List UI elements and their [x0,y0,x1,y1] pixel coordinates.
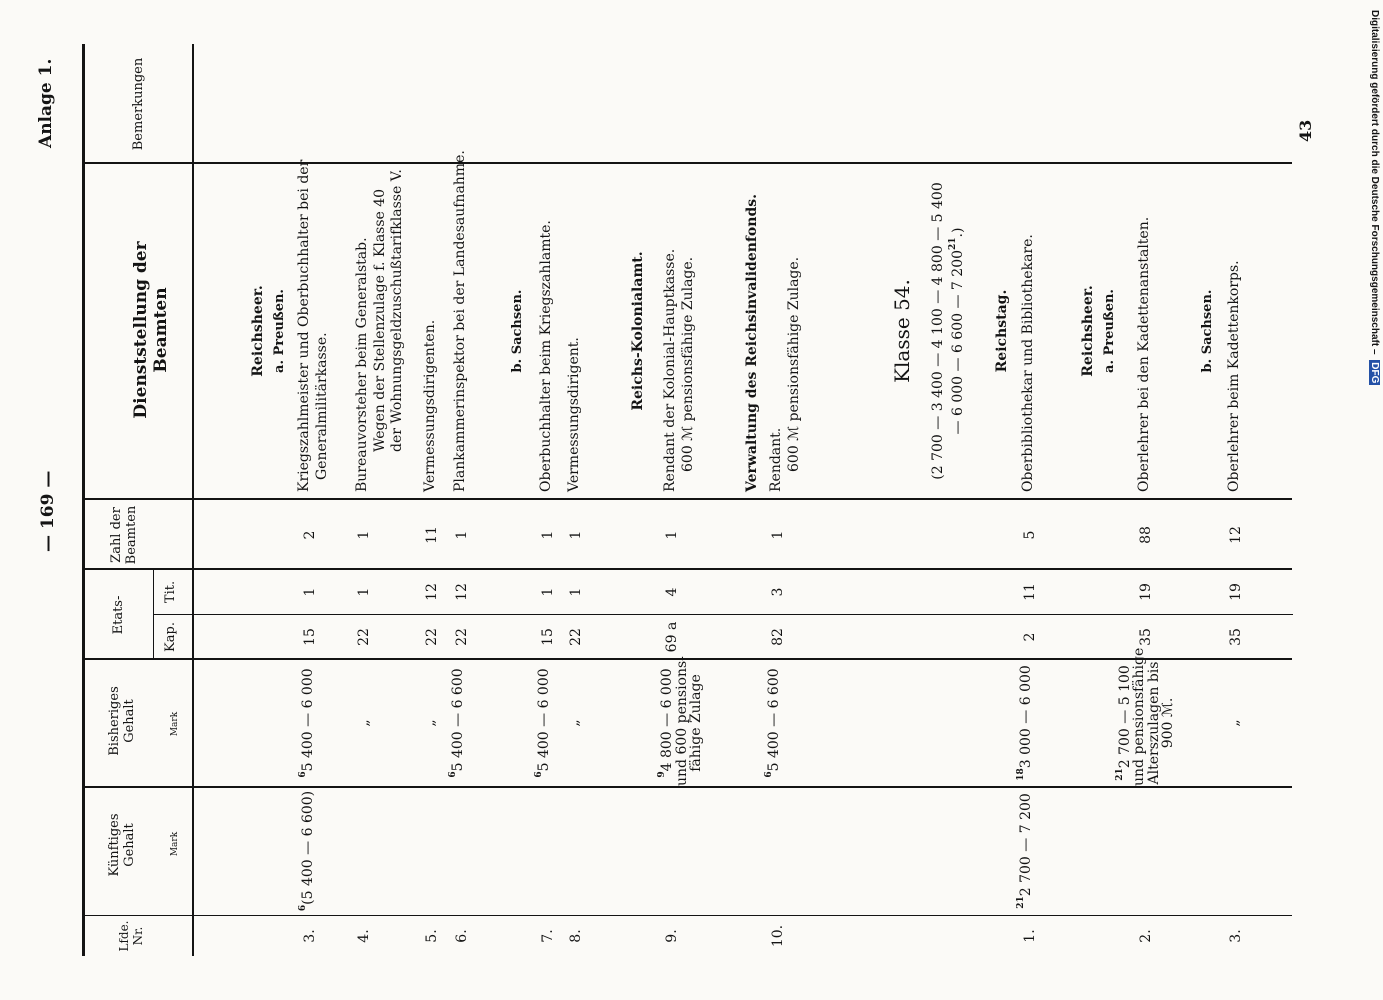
row-6-nr: 6. [454,929,470,943]
row2-1-kap: 2 [1022,632,1038,642]
col-sep-2 [82,786,1292,788]
row-7-desc: Oberbuchhalter beim Kriegszahlamte. [538,220,554,492]
klasse-line2: — 6 000 — 6 600 — 7 $200^{21}$.) [948,227,966,435]
row2-2-tit: 19 [1138,583,1154,601]
row-8-zahl: 1 [568,530,584,540]
row-6-tit: 12 [454,583,470,601]
row-3-tit: 1 [302,587,318,597]
header-dienst: Dienststellung der Beamten [131,241,171,419]
row-10-kap: 82 [770,628,786,646]
row-5-kap: 22 [424,628,440,646]
row-3-nr: 3. [302,929,318,943]
table-top-rule [82,44,85,956]
row-6-desc: Plankammerinspektor bei der Landesaufnahme. [452,150,468,492]
section-sachsen-2: b. Sachsen. [1200,289,1215,373]
row-4-kap: 22 [356,628,372,646]
header-tit: Tit. [163,580,178,604]
row-4-nr: 4. [356,929,372,943]
row-4-tit: 1 [356,587,372,597]
header-etats: Etats- [111,595,126,635]
row-7-tit: 1 [540,587,556,597]
row-5-zahl: 11 [424,526,440,544]
row2-1-nr: 1. [1022,929,1038,943]
row2-3-zahl: 12 [1228,526,1244,544]
row2-2-zahl: 88 [1138,526,1154,544]
header-kap: Kap. [163,622,178,652]
section-preussen-1: a. Preußen. [272,289,287,373]
col-sep-5 [82,498,1292,500]
row-10-nr: 10. [770,924,786,948]
section-reichsheer-2: Reichsheer. [1080,285,1096,377]
row-10-bisherig: $^6$5 400 — 6 600 [764,668,782,778]
row-10-desc: Rendant. 600 ℳ pensionsfähige Zulage. [768,256,802,492]
row2-2-desc: Oberlehrer bei den Kadettenanstalten. [1136,216,1152,492]
row-9-nr: 9. [664,929,680,943]
header-bottom-rule [192,44,194,956]
row-9-tit: 4 [664,587,680,597]
row2-1-tit: 11 [1022,583,1038,601]
section-reichsheer-1: Reichsheer. [250,285,266,377]
row2-3-nr: 3. [1228,929,1244,943]
row-9-zahl: 1 [664,530,680,540]
row-7-kap: 15 [540,628,556,646]
row-5-desc: Vermessungsdirigenten. [422,319,438,492]
row-3-zahl: 2 [302,530,318,540]
row-7-zahl: 1 [540,530,556,540]
row2-1-kuenftig: $^{21}$2 700 — 7 200 [1016,793,1034,909]
section-reichstag: Reichstag. [994,289,1010,373]
section-preussen-2: a. Preußen. [1102,289,1117,373]
row-3-bisherig: $^6$5 400 — 6 000 [298,668,316,778]
row-5-tit: 12 [424,583,440,601]
row2-2-bisherig: $^{21}$2 700 — 5 100 und pensionsfähige Alterszulagen bis 900 ℳ. [1115,647,1176,786]
row2-3-bisherig: „ [1226,719,1242,727]
header-kuenftig-unit: Mark [170,831,180,857]
header-kuenftig: Künftiges Gehalt [107,813,137,877]
header-bemerk: Bemerkungen [131,57,146,151]
row-9-desc: Rendant der Kolonial-Hauptkasse. 600 ℳ pensionsfähige Zulage. [662,248,696,492]
klasse-title: Klasse 54. [890,279,914,383]
col-sep-1 [82,915,1292,916]
row-6-bisherig: $^6$5 400 — 6 600 [448,668,466,778]
dfg-logo: DFG [1369,362,1380,384]
header-bisherig-unit: Mark [170,711,180,737]
row2-1-desc: Oberbibliothekar und Bibliothekare. [1020,234,1036,492]
row-6-kap: 22 [454,628,470,646]
klasse-line1: (2 700 — 3 400 — 4 100 — 4 800 — 5 400 [930,182,946,480]
row-9-kap: 69 a [664,621,680,653]
row2-1-zahl: 5 [1022,530,1038,540]
dfg-text: Digitalisierung gefördert durch die Deutsche Forschungsgemeinschaft – [1369,10,1380,355]
row-4-desc: Bureauvorsteher beim Generalstab. Wegen der Stellenzulage f. Klasse 40 der Wohnungsgeldzuschußtarifklasse V. [354,169,405,492]
row2-2-kap: 35 [1138,628,1154,646]
row-6-zahl: 1 [454,530,470,540]
etats-sep [153,614,1293,615]
header-lfd: Lfde. Nr. [117,920,145,952]
section-kolonialamt: Reichs-Kolonialamt. [630,251,646,411]
row-3-desc: Kriegszahlmeister und Oberbuchhalter bei der Generalmilitärkasse. [296,159,330,492]
row-5-nr: 5. [424,929,440,943]
row-3-kap: 15 [302,628,318,646]
row-4-zahl: 1 [356,530,372,540]
row-8-desc: Vermessungsdirigent. [566,337,582,492]
row-8-bisherig: „ [566,719,582,727]
row-8-nr: 8. [568,929,584,943]
row2-2-nr: 2. [1138,929,1154,943]
row-4-bisherig: „ [356,719,372,727]
header-zahl: Zahl der Beamten [109,505,139,565]
page-number: — 169 — [38,470,58,552]
section-sachsen-1: b. Sachsen. [510,289,525,373]
col-sep-4 [82,568,1292,570]
row-7-nr: 7. [540,929,556,943]
row-8-kap: 22 [568,628,584,646]
row-10-tit: 3 [770,587,786,597]
row-8-tit: 1 [568,587,584,597]
etats-sub-rule [153,570,154,660]
section-invalidenfonds: Verwaltung des Reichsinvalidenfonds. [744,194,760,492]
row-5-bisherig: „ [422,719,438,727]
row-9-bisherig: $^9$4 800 — 6 000 und 600 pensions- fähige Zulage [657,656,705,786]
row-3-kuenftig: $^6$(5 400 — 6 600) [298,790,316,912]
header-bisherig: Bisheriges Gehalt [107,686,137,756]
row-7-bisherig: $^6$5 400 — 6 000 [534,668,552,778]
row2-3-desc: Oberlehrer beim Kadettenkorps. [1226,260,1242,492]
row2-3-tit: 19 [1228,583,1244,601]
folio-number: 43 [1296,119,1315,142]
row-10-zahl: 1 [770,530,786,540]
row2-1-bisherig: $^{18}$3 000 — 6 000 [1016,665,1034,781]
anlage-label: Anlage 1. [36,58,56,148]
row2-3-kap: 35 [1228,628,1244,646]
